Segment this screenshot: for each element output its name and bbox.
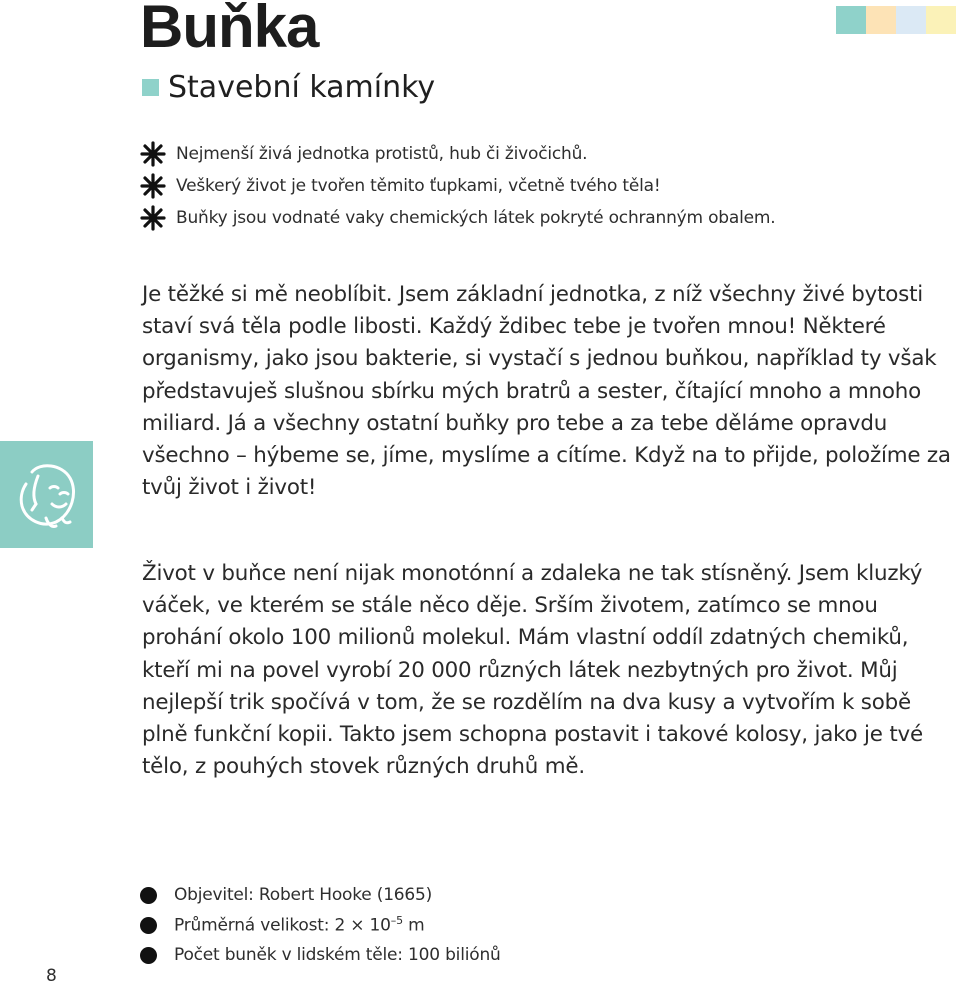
swatch-peach bbox=[866, 6, 896, 34]
intro-bullet-text: Veškerý život je tvořen těmito ťupkami, včetně tvého těla! bbox=[176, 176, 661, 196]
intro-bullet-item bbox=[140, 170, 775, 202]
intro-bullet-text: Buňky jsou vodnaté vaky chemických látek pokryté ochranným obalem. bbox=[176, 208, 776, 228]
bullet-dot-icon bbox=[140, 947, 157, 964]
subtitle-square-icon bbox=[142, 79, 159, 96]
fact-text: Objevitel: Robert Hooke (1665) bbox=[174, 885, 433, 905]
swatch-teal bbox=[836, 6, 866, 34]
fact-text bbox=[174, 914, 424, 936]
page-title: Buňka bbox=[140, 0, 319, 60]
asterisk-flower-icon bbox=[140, 205, 166, 231]
color-swatches bbox=[836, 6, 956, 34]
fact-item-discoverer bbox=[140, 880, 501, 910]
intro-bullet-item bbox=[140, 202, 775, 234]
size-exponent: –5 bbox=[390, 914, 403, 928]
size-label: Průměrná velikost: 2 × 10 bbox=[174, 915, 391, 936]
intro-bullet-list bbox=[140, 138, 775, 234]
fact-item-cell-count bbox=[140, 940, 501, 970]
size-unit: m bbox=[402, 915, 425, 936]
bullet-dot-icon bbox=[140, 887, 157, 904]
intro-bullet-text: Nejmenší živá jednotka protistů, hub či živočichů. bbox=[176, 144, 588, 164]
page-number: 8 bbox=[46, 966, 57, 986]
facts-list bbox=[140, 880, 501, 970]
bullet-dot-icon bbox=[140, 917, 157, 934]
sidebar-character-box bbox=[0, 441, 93, 548]
swatch-yellow bbox=[926, 6, 956, 34]
fact-text: Počet buněk v lidském těle: 100 biliónů bbox=[174, 945, 501, 965]
swatch-blue bbox=[896, 6, 926, 34]
asterisk-flower-icon bbox=[140, 173, 166, 199]
subtitle-text: Stavební kamínky bbox=[168, 70, 436, 105]
cell-character-icon bbox=[12, 458, 82, 532]
section-subtitle bbox=[142, 70, 435, 105]
body-paragraph-2: Život v buňce není nijak monotónní a zdaleka ne tak stísněný. Jsem kluzký váček, ve kterém se stále něco děje. Srším životem, zatímco se mnou prohání okolo 100 milionů molekul. Mám vlastní oddíl zdatných chemiků, kteří mi na povel vyrobí 20 000 různých látek nezbytných pro život. Můj nejlepší trik spočívá v tom, že se rozdělím na dva kusy a vytvořím k sobě plně funkční kopii. Takto jsem schopna postavit i takové kolosy, jako je tvé tělo, z pouhých stovek různých druhů mě. bbox=[142, 561, 923, 780]
intro-bullet-item bbox=[140, 138, 775, 170]
asterisk-flower-icon bbox=[140, 141, 166, 167]
body-paragraph-1: Je těžké si mě neoblíbit. Jsem základní jednotka, z níž všechny živé bytosti staví svá těla podle libosti. Každý ždibec tebe je tvořen mnou! Některé organismy, jako jsou bakterie, si vystačí s jednou buňkou, například ty však představuješ slušnou sbírku mých bratrů a sester, čítající mnoho a mnoho miliard. Já a všechny ostatní buňky pro tebe a za tebe děláme opravdu všechno – hýbeme se, jíme, myslíme a cítíme. Když na to přijde, položíme za tvůj život i život! bbox=[142, 282, 951, 501]
fact-item-size bbox=[140, 910, 501, 940]
